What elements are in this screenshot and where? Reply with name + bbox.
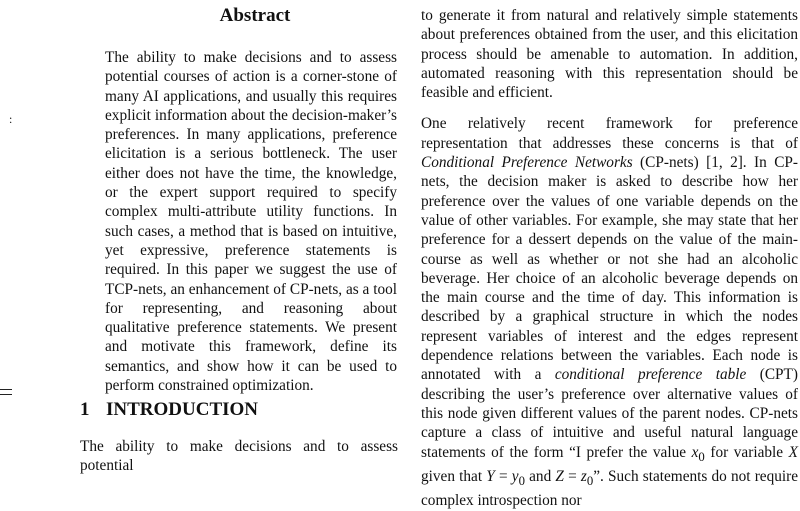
text-run: (CP-nets) [1, 2]. In CP-nets, the decision maker is asked to describe how her preference over the values of one variable depends on the value of other variables. For example, she may state that her preference for a dessert depends on the value of the main-course as well as whether or not she had an alcoholic beverage. Her choice of an alcoholic beverage depends on the main course and the time of day. This information is described by a graphical structure in which the nodes represent variables of interest and the edges represent dependence relations between the variables. Each node is annotated with a — [421, 154, 798, 384]
abstract-body — [105, 48, 397, 395]
math-var: z — [580, 467, 587, 485]
math-var: Y — [486, 467, 495, 485]
text-run: for variable — [704, 443, 789, 461]
section-title: INTRODUCTION — [106, 399, 259, 420]
abstract-heading: Abstract — [219, 5, 291, 26]
text-run: and — [524, 467, 556, 485]
text-run: One relatively recent framework for preference representation that addresses these concerns is that of — [421, 115, 798, 152]
math-var: Z — [555, 467, 564, 485]
margin-mark: : — [9, 112, 13, 126]
math-var: y — [511, 467, 519, 485]
right-column — [421, 6, 798, 511]
text-run: given that — [421, 467, 487, 485]
section-number: 1 — [80, 399, 90, 420]
abstract-text: The ability to make decisions and to assess potential courses of action is a corner-stone of many AI applications, and usually this requires explicit information about the decision-maker’s preferences. In many applications, preference elicitation is a serious bottleneck. The user either does not have the time, the knowledge, or the expert support required to specify complex multi-attribute utility functions. In such cases, a method that is based on intuitive, yet expressive, preference statements is required. In this paper we suggest the use of TCP-nets, an enhancement of CP-nets, as a tool for representing, and reasoning about qualitative preference statements. We present and motivate this framework, define its semantics, and show how it can be used to perform constrained optimization. — [105, 49, 397, 395]
section-heading — [80, 399, 258, 421]
margin-rule — [0, 389, 12, 399]
intro-first-line: The ability to make decisions and to assess potential — [80, 438, 398, 475]
math-var: X — [788, 443, 798, 461]
math-op: = — [563, 467, 581, 485]
term-cpt: conditional preference table — [554, 366, 747, 384]
math-sub: 0 — [518, 473, 525, 488]
text-run: ”. Such statements do not require complex introspection nor — [421, 467, 799, 510]
paragraph-1: to generate it from natural and relatively simple statements about preferences obtained from the user, and this elicitation process should be amenable to automation. In addition, automated reasoning with this representation should be feasible and efficient. — [421, 7, 798, 102]
paragraph-2 — [421, 114, 798, 510]
math-var: x — [691, 443, 699, 461]
math-sub: 0 — [698, 449, 705, 464]
term-cp-nets: Conditional Preference Networks — [421, 154, 633, 172]
math-op: = — [494, 467, 512, 485]
math-sub: 0 — [586, 473, 594, 488]
text-run: (CPT) describing the user’s preference over alternative values of this node given different values of the parent nodes. CP-nets capture a class of intuitive and useful natural language statements of the form “I prefer the value — [421, 366, 798, 461]
